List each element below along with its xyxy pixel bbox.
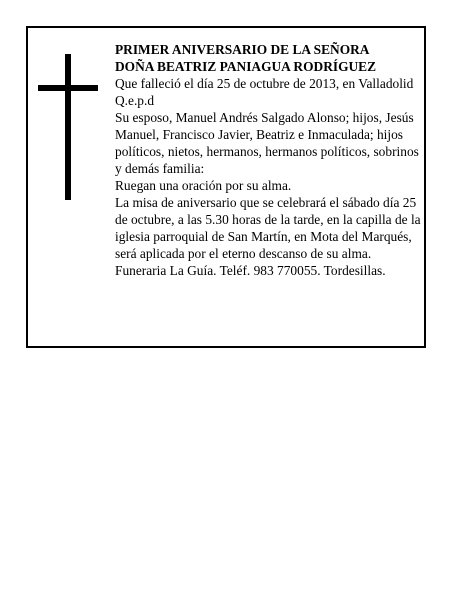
- notice-title-line-1: PRIMER ANIVERSARIO DE LA SEÑORA: [115, 42, 370, 57]
- notice-text-block: [115, 41, 423, 279]
- death-info: Que falleció el día 25 de octubre de 2013, en Valladolid: [115, 76, 414, 91]
- mass-info: La misa de aniversario que se celebrará el sábado día 25 de octubre, a las 5.30 horas de la tarde, en la capilla de la iglesia parroquial de San Martín, en Mota del Marqués, será aplicada por el eterno descanso de su alma.: [115, 195, 421, 261]
- family-list: Su esposo, Manuel Andrés Salgado Alonso; hijos, Jesús Manuel, Francisco Javier, Beatriz e Inmaculada; hijos políticos, nietos, hermanos, hermanos políticos, sobrinos y demás familia:: [115, 110, 419, 176]
- cross-icon: [38, 54, 98, 200]
- cross-horizontal-bar: [38, 85, 98, 91]
- cross-vertical-bar: [65, 54, 71, 200]
- notice-title-line-2: DOÑA BEATRIZ PANIAGUA RODRÍGUEZ: [115, 59, 377, 74]
- prayer-request: Ruegan una oración por su alma.: [115, 178, 292, 193]
- funeral-home-info: Funeraria La Guía. Teléf. 983 770055. Tordesillas.: [115, 263, 386, 278]
- obituary-notice: [26, 26, 426, 348]
- qepd-text: Q.e.p.d: [115, 93, 155, 108]
